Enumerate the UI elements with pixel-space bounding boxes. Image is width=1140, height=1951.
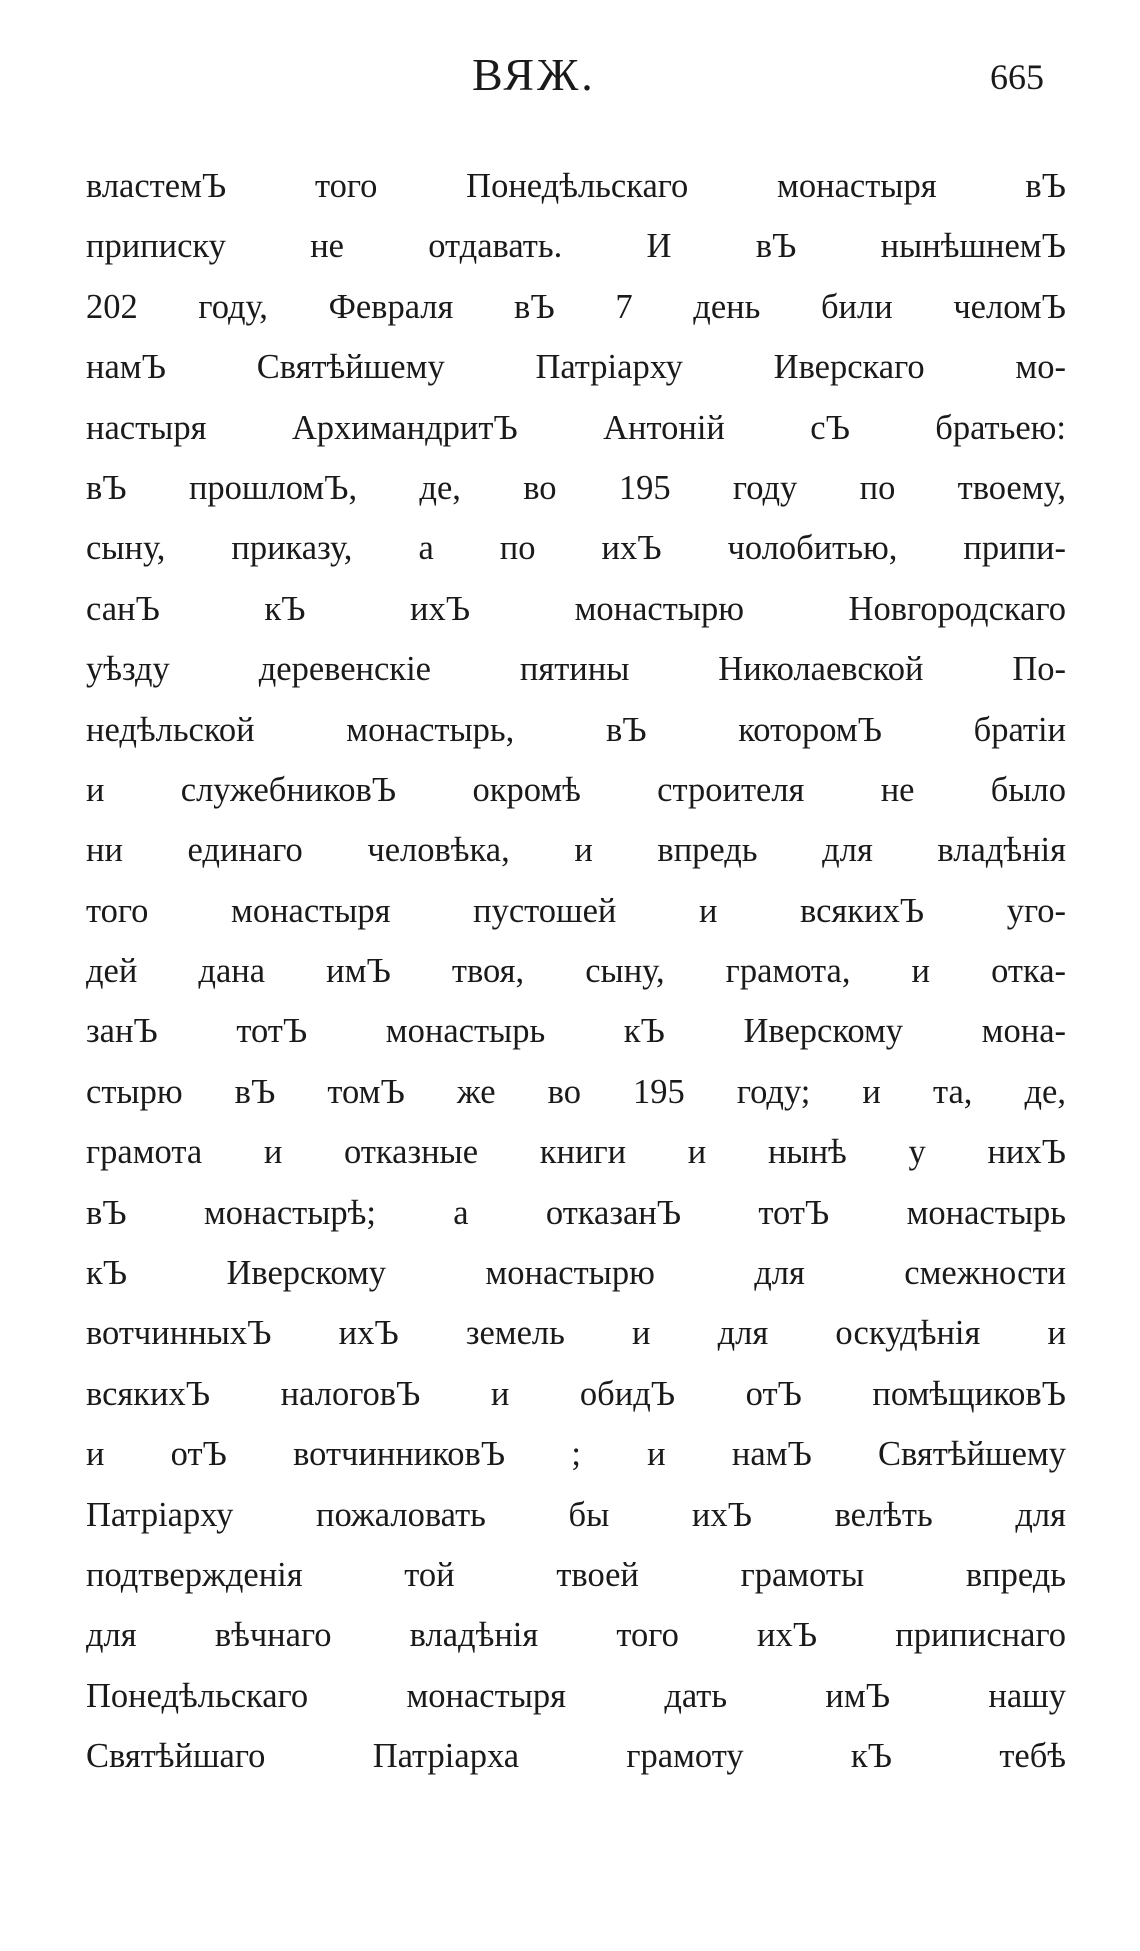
text-line: Святѣйшаго Патріарха грамоту кЪ тебѣ <box>86 1737 1066 1776</box>
text-line: вотчинныхЪ ихЪ земель и для оскудѣнія и <box>86 1314 1066 1353</box>
text-line: 202 году, Февраля вЪ 7 день били челомЪ <box>86 287 1066 326</box>
text-line: властемЪ того Понедѣльскаго монастыря вЪ <box>86 167 1066 205</box>
text-line: подтвержденія той твоей грамоты впредь <box>86 1555 1066 1594</box>
running-head <box>0 48 1140 118</box>
text-line: занЪ тотЪ монастырь кЪ Иверскому мона- <box>86 1012 1066 1051</box>
text-line: вЪ прошломЪ, де, во 195 году по твоему, <box>86 468 1066 507</box>
text-line: уѣзду деревенскіе пятины Николаевской По- <box>86 650 1066 689</box>
text-line: дей дана имЪ твоя, сыну, грамота, и отка- <box>86 952 1066 991</box>
text-line: стырю вЪ томЪ же во 195 году; и та, де, <box>86 1072 1066 1111</box>
text-line: грамота и отказные книги и нынѣ у нихЪ <box>86 1133 1066 1172</box>
text-line: приписку не отдавать. И вЪ нынѣшнемЪ <box>86 227 1066 266</box>
body-text <box>86 156 1066 1787</box>
text-line: и служебниковЪ окромѣ строителя не было <box>86 770 1066 809</box>
text-line: для вѣчнаго владѣнія того ихЪ приписнаго <box>86 1616 1066 1655</box>
text-line: вЪ монастырѣ; а отказанЪ тотЪ монастырь <box>86 1193 1066 1232</box>
text-line: Понедѣльскаго монастыря дать имЪ нашу <box>86 1676 1066 1715</box>
text-line: недѣльской монастырь, вЪ которомЪ братіи <box>86 710 1066 749</box>
text-line: кЪ Иверскому монастырю для смежности <box>86 1254 1066 1293</box>
text-line: того монастыря пустошей и всякихЪ уго- <box>86 891 1066 930</box>
running-head-title: ВЯЖ. <box>472 49 596 100</box>
text-line: намЪ Святѣйшему Патріарху Иверскаго мо- <box>86 348 1066 387</box>
text-line: ни единаго человѣка, и впредь для владѣнія <box>86 831 1066 870</box>
page-number: 665 <box>990 57 1044 97</box>
text-line: сыну, приказу, а по ихЪ чолобитью, припи- <box>86 529 1066 568</box>
text-line: настыря АрхимандритЪ Антоній сЪ братьею: <box>86 408 1066 447</box>
text-line: санЪ кЪ ихЪ монастырю Новгородскаго <box>86 589 1066 628</box>
text-line: Патріарху пожаловать бы ихЪ велѣть для <box>86 1495 1066 1534</box>
text-line: всякихЪ налоговЪ и обидЪ отЪ помѣщиковЪ <box>86 1374 1066 1413</box>
text-line: и отЪ вотчинниковЪ ; и намЪ Святѣйшему <box>86 1435 1066 1474</box>
